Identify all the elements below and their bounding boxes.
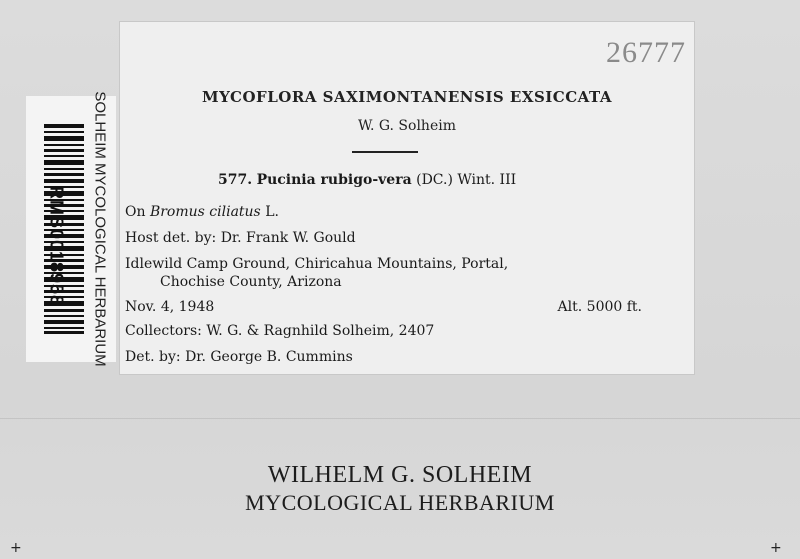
- host-name: Bromus ciliatus: [149, 204, 261, 220]
- host-prefix: On: [125, 204, 146, 220]
- catalog-number: 26777: [606, 36, 686, 69]
- host-determiner: Host det. by: Dr. Frank W. Gould: [125, 230, 356, 246]
- exsiccata-label: [120, 22, 694, 374]
- barcode-institution: SOLHEIM MYCOLOGICAL HERBARIUM: [91, 91, 109, 367]
- collectors: Collectors: W. G. & Ragnhild Solheim, 2407: [125, 323, 435, 339]
- series-author: W. G. Solheim: [358, 118, 456, 134]
- altitude: Alt. 5000 ft.: [557, 299, 642, 315]
- divider: [0, 418, 800, 419]
- registration-mark-left: +: [10, 540, 22, 556]
- herbarium-name-line-2: MYCOLOGICAL HERBARIUM: [245, 490, 555, 515]
- determiner: Det. by: Dr. George B. Cummins: [125, 349, 353, 365]
- species-number: 577.: [218, 172, 253, 188]
- collection-date: Nov. 4, 1948: [125, 299, 215, 315]
- barcode-number: RMS0018958: [46, 185, 67, 307]
- herbarium-name-line-1: WILHELM G. SOLHEIM: [267, 462, 533, 488]
- species-name: Pucinia rubigo-vera: [256, 172, 412, 188]
- species-authority: (DC.) Wint. III: [416, 172, 517, 188]
- host-authority: L.: [265, 204, 279, 220]
- host-line: [125, 204, 279, 220]
- series-title: MYCOFLORA SAXIMONTANENSIS EXSICCATA: [202, 88, 612, 106]
- locality-line-2: Chochise County, Arizona: [160, 274, 342, 290]
- locality-line-1: Idlewild Camp Ground, Chiricahua Mountains, Portal,: [125, 256, 509, 272]
- species-line: [218, 172, 516, 188]
- registration-mark-right: +: [770, 540, 782, 556]
- title-rule: [352, 151, 418, 153]
